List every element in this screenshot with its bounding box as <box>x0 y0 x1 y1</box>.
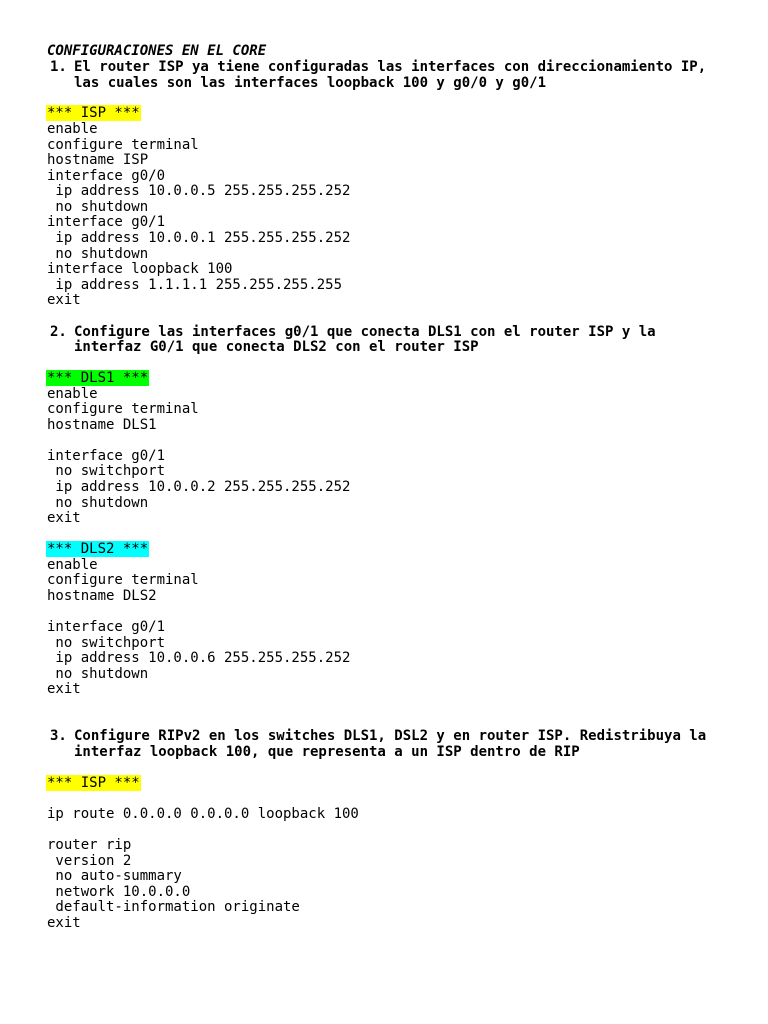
code-line: no switchport <box>47 635 166 651</box>
code-line: configure terminal <box>47 137 199 153</box>
item-1-line-2: las cuales son las interfaces loopback 100 y g0/0 y g0/1 <box>74 75 547 91</box>
code-line: network 10.0.0.0 <box>47 884 191 900</box>
code-line: hostname ISP <box>47 152 149 168</box>
code-line: interface g0/0 <box>47 168 166 184</box>
dls2-label: *** DLS2 *** <box>47 541 149 557</box>
item-2-line-2: interfaz G0/1 que conecta DLS2 con el router ISP <box>74 339 479 355</box>
dls1-label: *** DLS1 *** <box>47 370 149 386</box>
isp-label: *** ISP *** <box>47 105 140 121</box>
isp-label-rip: *** ISP *** <box>47 775 140 791</box>
code-line: enable <box>47 557 98 573</box>
code-line: no shutdown <box>47 666 149 682</box>
code-line: ip address 10.0.0.2 255.255.255.252 <box>47 479 351 495</box>
code-line: no shutdown <box>47 495 149 511</box>
code-line: ip route 0.0.0.0 0.0.0.0 loopback 100 <box>47 806 359 822</box>
code-line: ip address 10.0.0.5 255.255.255.252 <box>47 183 351 199</box>
code-line: interface g0/1 <box>47 619 166 635</box>
code-line: exit <box>47 681 81 697</box>
code-line: enable <box>47 121 98 137</box>
code-line: router rip <box>47 837 132 853</box>
code-line: exit <box>47 915 81 931</box>
code-line: no auto-summary <box>47 868 182 884</box>
code-line: interface loopback 100 <box>47 261 233 277</box>
code-line: configure terminal <box>47 572 199 588</box>
code-line: no switchport <box>47 463 166 479</box>
code-line: exit <box>47 292 81 308</box>
code-line: hostname DLS1 <box>47 417 157 433</box>
code-line: default-information originate <box>47 899 300 915</box>
item-2-number: 2. <box>50 324 67 340</box>
item-3-line-1: Configure RIPv2 en los switches DLS1, DSL2 y en router ISP. Redistribuya la <box>74 728 707 744</box>
item-1-number: 1. <box>50 59 67 75</box>
code-line: version 2 <box>47 853 132 869</box>
code-line: interface g0/1 <box>47 448 166 464</box>
item-1-line-1: El router ISP ya tiene configuradas las interfaces con direccionamiento IP, <box>74 59 707 75</box>
code-line: configure terminal <box>47 401 199 417</box>
code-line: ip address 10.0.0.1 255.255.255.252 <box>47 230 351 246</box>
code-line: hostname DLS2 <box>47 588 157 604</box>
code-line: no shutdown <box>47 199 149 215</box>
item-3-number: 3. <box>50 728 67 744</box>
code-line: exit <box>47 510 81 526</box>
item-2-line-1: Configure las interfaces g0/1 que conecta DLS1 con el router ISP y la <box>74 324 656 340</box>
code-line: ip address 1.1.1.1 255.255.255.255 <box>47 277 343 293</box>
code-line: enable <box>47 386 98 402</box>
item-3-line-2: interfaz loopback 100, que representa a un ISP dentro de RIP <box>74 744 580 760</box>
code-line: interface g0/1 <box>47 214 166 230</box>
code-line: ip address 10.0.0.6 255.255.255.252 <box>47 650 351 666</box>
code-line: no shutdown <box>47 246 149 262</box>
section-heading: CONFIGURACIONES EN EL CORE <box>47 43 267 59</box>
